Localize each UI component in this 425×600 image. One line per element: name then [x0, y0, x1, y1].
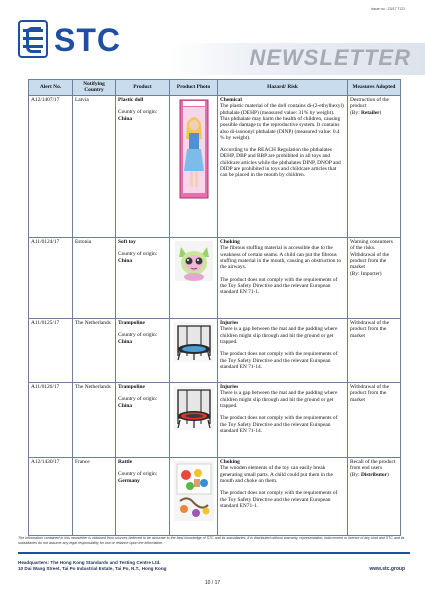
table-row: [29, 95, 401, 237]
product-name: Trampoline: [118, 320, 145, 327]
rattle-photo: [172, 459, 215, 521]
measures-cell: [348, 382, 401, 457]
hazard-cell: [218, 95, 348, 237]
measures-cell: [348, 237, 401, 318]
hazard-title: Injuries: [220, 384, 239, 391]
origin-country: China: [118, 115, 133, 122]
alerts-table: [28, 79, 401, 536]
notifying-country: The Netherlands: [73, 382, 116, 457]
measures-by: (By: Importer): [350, 270, 382, 277]
trampoline-photo: [172, 384, 215, 430]
origin-country: China: [118, 402, 133, 409]
hazard-title: Chemical: [220, 97, 242, 104]
origin-label: Country of origin:: [118, 109, 158, 116]
header-notifying-country: Notifying Country: [73, 80, 116, 96]
issue-number: Issue no.: 23/17 TCD: [371, 7, 405, 11]
alert-number: A12/1407/17: [29, 95, 73, 237]
soft-toy-photo: [172, 239, 215, 281]
hazard-cell: [218, 318, 348, 382]
measures-text: Warning consumers of the risks. Withdrawal of the product from the market: [350, 239, 393, 271]
table-row: [29, 237, 401, 318]
website-link[interactable]: www.stc.group: [369, 566, 405, 572]
measures-text: Withdrawal of the product from the market: [350, 320, 390, 339]
hazard-title: Injuries: [220, 320, 239, 327]
photo-cell: [170, 318, 218, 382]
stc-logo-icon: [18, 20, 48, 58]
origin-label: Country of origin:: [118, 332, 158, 339]
measures-text: Withdrawal of the product from the market: [350, 384, 390, 403]
alert-number: A11/0124/17: [29, 237, 73, 318]
alert-number: A12/1430/17: [29, 457, 73, 535]
notifying-country: France: [73, 457, 116, 535]
origin-country: China: [118, 338, 133, 345]
table-row: [29, 457, 401, 535]
product-cell: [116, 95, 170, 237]
table-row: [29, 382, 401, 457]
newsletter-title: NEWSLETTER: [249, 45, 411, 70]
measures-cell: [348, 95, 401, 237]
header-alert-no: Alert No.: [29, 80, 73, 96]
photo-cell: [170, 457, 218, 535]
disclaimer: The information contained in this newsletter is obtained from sources believed to be accurate to the best knowledge of STC and its subsidiaries. It is distributed without warranty, representation, inducement or license of any kind and STC and its subsidiaries do not assume any legal responsibility for use or reliance upon the information.: [18, 536, 405, 545]
photo-cell: [170, 237, 218, 318]
hazard-regulation: According to the REACH Regulation the phthalates DEHP, DBP and BBP are prohibited in all toys and childcare articles while the phthalates DINP, DNOP and DIDP are prohibited in toys and childcare articles that can be placed in the mouth by children.: [220, 147, 341, 179]
table-row: [29, 318, 401, 382]
photo-cell: [170, 382, 218, 457]
hazard-regulation: The product does not comply with the requirements of the Toy Safety Directive and the relevant European standard EN71-1.: [220, 490, 338, 509]
product-name: Rattle: [118, 459, 133, 466]
measures-by: (By: Distributor): [350, 471, 389, 478]
origin-country: Germany: [118, 477, 140, 484]
footer-divider: [18, 552, 410, 554]
hazard-regulation: The product does not comply with the requirements of the Toy Safety Directive and the relevant European standard EN 71-14.: [220, 351, 338, 370]
origin-country: China: [118, 257, 133, 264]
product-name: Soft toy: [118, 239, 136, 246]
notifying-country: Latvia: [73, 95, 116, 237]
product-cell: [116, 237, 170, 318]
hazard-description: The plastic material of the doll contains di-(2-ethylhexyl) phthalate (DEHP) (measured value: 31% by weight). This phthalate may harm the health of children, causing possible damage to the reproductive system. It contains also di-isononyl phthalate (DINP) (measured value: 0.4 % by weight).: [220, 103, 344, 141]
hq-line-1: Headquarters: The Hong Kong Standards and Testing Centre Ltd.: [18, 560, 161, 565]
hazard-title: Choking: [220, 239, 240, 246]
origin-label: Country of origin:: [118, 396, 158, 403]
header-measures-adopted: Measures Adopted: [348, 80, 401, 96]
trampoline-photo: [172, 320, 215, 362]
doll-photo: [172, 97, 215, 199]
measures-text: Destruction of the product: [350, 97, 389, 110]
product-cell: [116, 457, 170, 535]
hazard-cell: [218, 382, 348, 457]
measures-cell: [348, 457, 401, 535]
origin-label: Country of origin:: [118, 471, 158, 478]
hazard-regulation: The product does not comply with the requirements of the Toy Safety Directive and the relevant European standard EN 71-14.: [220, 415, 338, 434]
measures-by: (By: Retailer): [350, 109, 382, 116]
header-hazard-risk: Hazard/ Risk: [218, 80, 348, 96]
product-name: Plastic doll: [118, 97, 144, 104]
hazard-description: The fibrous stuffing material is accessible due to the weakness of certain seams. A child can put the fibrous stuffing material in the mouth, causing an obstruction to the airways.: [220, 245, 342, 271]
hazard-description: The wooden elements of the toy can easily break generating small parts. A child could put them in the mouth and choke on them.: [220, 465, 333, 484]
header-product: Product: [116, 80, 170, 96]
stc-logo: [18, 20, 178, 60]
table-header-row: [29, 80, 401, 96]
alert-number: A11/0126/17: [29, 382, 73, 457]
notifying-country: Estonia: [73, 237, 116, 318]
hazard-description: There is a gap between the mat and the padding where children might slip through and hit the ground or get trapped.: [220, 390, 338, 409]
hazard-regulation: The product does not comply with the requirements of the Toy Safety Directive and the relevant European standard EN 71-1.: [220, 276, 338, 296]
page-number: 10 / 17: [204, 580, 221, 586]
measures-cell: [348, 318, 401, 382]
header-product-photo: Product Photo: [170, 80, 218, 96]
headquarters-address: [18, 560, 166, 572]
hazard-title: Choking: [220, 459, 240, 466]
hazard-cell: [218, 457, 348, 535]
logo-text: STC: [54, 22, 121, 58]
product-cell: [116, 382, 170, 457]
product-cell: [116, 318, 170, 382]
hazard-cell: [218, 237, 348, 318]
measures-text: Recall of the product from end users: [350, 459, 396, 472]
hq-line-2: 10 Dai Wang Street, Tai Po Industrial Estate, Tai Po, N.T., Hong Kong: [18, 566, 167, 571]
alert-number: A11/0125/17: [29, 318, 73, 382]
photo-cell: [170, 95, 218, 237]
notifying-country: The Netherlands: [73, 318, 116, 382]
product-name: Trampoline: [118, 384, 145, 391]
origin-label: Country of origin:: [118, 251, 158, 258]
hazard-description: There is a gap between the mat and the padding where children might slip through and hit the ground or get trapped.: [220, 326, 338, 345]
